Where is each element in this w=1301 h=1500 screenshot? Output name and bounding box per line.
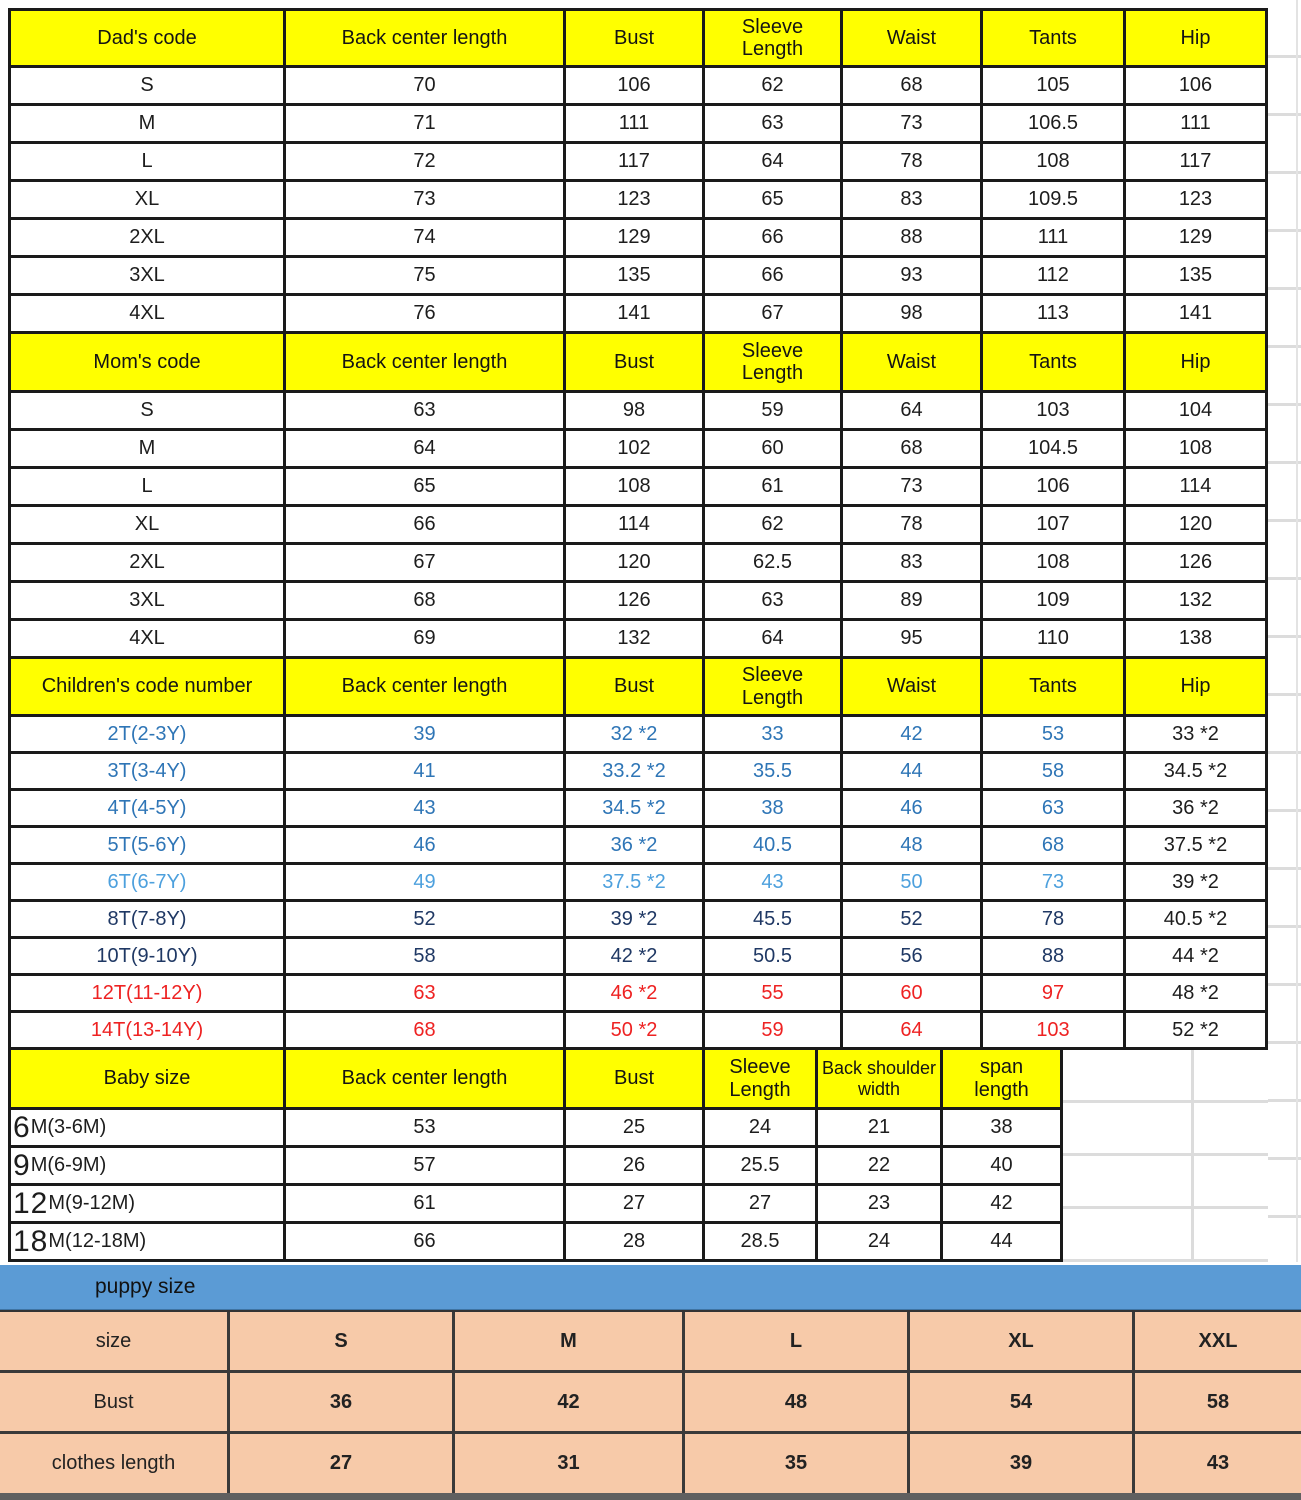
table-cell: 135 xyxy=(566,258,705,296)
table-cell: 61 xyxy=(286,1186,566,1224)
table-cell: 32 *2 xyxy=(566,717,705,754)
table-cell: 42 xyxy=(843,717,983,754)
bottom-window-edge xyxy=(0,1493,1301,1500)
table-cell: 59 xyxy=(705,393,843,431)
table-cell: 107 xyxy=(983,507,1126,545)
baby-table-empty-cells xyxy=(1063,1050,1268,1262)
size-code-cell: XL xyxy=(11,507,286,545)
table-cell: 36 *2 xyxy=(1126,791,1268,828)
table-cell: 46 *2 xyxy=(566,976,705,1013)
table-cell: 49 xyxy=(286,865,566,902)
table-cell: 39 *2 xyxy=(566,902,705,939)
puppy-size-xxl: XXL xyxy=(1135,1312,1301,1373)
table-cell: 83 xyxy=(843,182,983,220)
table-cell: 53 xyxy=(286,1110,566,1148)
table-cell: 25 xyxy=(566,1110,705,1148)
baby-size-cell xyxy=(11,1110,286,1148)
table-cell: 68 xyxy=(983,828,1126,865)
column-header-back-center-length: Back center length xyxy=(286,334,566,393)
baby-table-title: Baby size xyxy=(11,1050,286,1110)
table-cell: 50 xyxy=(843,865,983,902)
table-cell: 126 xyxy=(1126,545,1268,583)
table-cell: 103 xyxy=(983,1013,1126,1050)
column-header-sleeve-length: Sleeve Length xyxy=(705,1050,818,1110)
table-cell: 78 xyxy=(843,144,983,182)
table-cell: 89 xyxy=(843,583,983,621)
size-code-cell: S xyxy=(11,393,286,431)
table-cell: 73 xyxy=(843,469,983,507)
table-cell: 64 xyxy=(705,621,843,659)
baby-label-prefix: 18 xyxy=(13,1224,49,1258)
table-cell: 27 xyxy=(566,1186,705,1224)
puppy-header-size: size xyxy=(0,1312,230,1373)
table-cell: 110 xyxy=(983,621,1126,659)
table-cell: 141 xyxy=(1126,296,1268,334)
table-cell: 54 xyxy=(910,1373,1135,1434)
table-cell: 36 xyxy=(230,1373,455,1434)
table-cell: 43 xyxy=(705,865,843,902)
table-cell: 108 xyxy=(1126,431,1268,469)
table-cell: 42 xyxy=(943,1186,1063,1224)
size-code-cell: 12T(11-12Y) xyxy=(11,976,286,1013)
table-cell: 48 xyxy=(685,1373,910,1434)
table-cell: 71 xyxy=(286,106,566,144)
table-cell: 52 xyxy=(843,902,983,939)
table-cell: 28 xyxy=(566,1224,705,1262)
puppy-size-table xyxy=(0,1310,1301,1493)
size-code-cell: 4T(4-5Y) xyxy=(11,791,286,828)
table-cell: 65 xyxy=(705,182,843,220)
size-code-cell: 4XL xyxy=(11,296,286,334)
table-cell: 108 xyxy=(983,545,1126,583)
table-cell: 33 *2 xyxy=(1126,717,1268,754)
dads-table-title: Dad's code xyxy=(11,11,286,68)
table-cell: 24 xyxy=(818,1224,943,1262)
column-header-back-center-length: Back center length xyxy=(286,11,566,68)
table-cell: 64 xyxy=(843,393,983,431)
puppy-size-m: M xyxy=(455,1312,685,1373)
column-header-span-length: span length xyxy=(943,1050,1063,1110)
table-cell: 123 xyxy=(566,182,705,220)
table-cell: 109 xyxy=(983,583,1126,621)
table-cell: 46 xyxy=(843,791,983,828)
table-cell: 27 xyxy=(230,1434,455,1493)
column-header-tants: Tants xyxy=(983,659,1126,717)
table-cell: 132 xyxy=(566,621,705,659)
table-cell: 75 xyxy=(286,258,566,296)
column-header-hip: Hip xyxy=(1126,334,1268,393)
column-header-bust: Bust xyxy=(566,659,705,717)
table-cell: 43 xyxy=(286,791,566,828)
table-cell: 111 xyxy=(566,106,705,144)
table-cell: 108 xyxy=(983,144,1126,182)
table-cell: 38 xyxy=(705,791,843,828)
table-cell: 27 xyxy=(705,1186,818,1224)
table-cell: 60 xyxy=(705,431,843,469)
size-code-cell: 6T(6-7Y) xyxy=(11,865,286,902)
column-header-sleeve-length: Sleeve Length xyxy=(705,11,843,68)
table-cell: 50.5 xyxy=(705,939,843,976)
table-cell: 69 xyxy=(286,621,566,659)
size-code-cell: 3T(3-4Y) xyxy=(11,754,286,791)
table-cell: 98 xyxy=(843,296,983,334)
size-code-cell: 8T(7-8Y) xyxy=(11,902,286,939)
column-header-bust: Bust xyxy=(566,11,705,68)
baby-label-prefix: 6 xyxy=(13,1110,31,1144)
column-header-bust: Bust xyxy=(566,1050,705,1110)
table-cell: 60 xyxy=(843,976,983,1013)
table-cell: 64 xyxy=(705,144,843,182)
table-cell: 37.5 *2 xyxy=(566,865,705,902)
table-cell: 50 *2 xyxy=(566,1013,705,1050)
column-header-back-center-length: Back center length xyxy=(286,659,566,717)
table-cell: 112 xyxy=(983,258,1126,296)
baby-label-prefix: 12 xyxy=(13,1186,49,1220)
table-cell: 129 xyxy=(566,220,705,258)
table-cell: 104 xyxy=(1126,393,1268,431)
moms-table-title: Mom's code xyxy=(11,334,286,393)
table-cell: 58 xyxy=(983,754,1126,791)
puppy-size-l: L xyxy=(685,1312,910,1373)
baby-size-cell xyxy=(11,1148,286,1186)
table-cell: 95 xyxy=(843,621,983,659)
table-cell: 73 xyxy=(843,106,983,144)
table-cell: 114 xyxy=(1126,469,1268,507)
size-code-cell: 2XL xyxy=(11,220,286,258)
size-code-cell: L xyxy=(11,469,286,507)
table-cell: 48 xyxy=(843,828,983,865)
table-cell: 106.5 xyxy=(983,106,1126,144)
table-cell: 23 xyxy=(818,1186,943,1224)
table-cell: 109.5 xyxy=(983,182,1126,220)
table-cell: 138 xyxy=(1126,621,1268,659)
column-header-waist: Waist xyxy=(843,659,983,717)
baby-size-table xyxy=(8,1050,1063,1262)
table-cell: 98 xyxy=(566,393,705,431)
size-code-cell: 5T(5-6Y) xyxy=(11,828,286,865)
table-cell: 78 xyxy=(983,902,1126,939)
table-cell: 46 xyxy=(286,828,566,865)
childrens-size-table xyxy=(8,659,1268,1050)
table-cell: 40 xyxy=(943,1148,1063,1186)
table-cell: 93 xyxy=(843,258,983,296)
table-cell: 40.5 xyxy=(705,828,843,865)
table-cell: 111 xyxy=(983,220,1126,258)
table-cell: 120 xyxy=(566,545,705,583)
childrens-table-title: Children's code number xyxy=(11,659,286,717)
size-code-cell: XL xyxy=(11,182,286,220)
table-cell: 120 xyxy=(1126,507,1268,545)
table-cell: 102 xyxy=(566,431,705,469)
table-cell: 104.5 xyxy=(983,431,1126,469)
column-header-tants: Tants xyxy=(983,11,1126,68)
size-code-cell: 2XL xyxy=(11,545,286,583)
size-code-cell: M xyxy=(11,106,286,144)
column-header-waist: Waist xyxy=(843,11,983,68)
table-cell: 66 xyxy=(705,258,843,296)
size-code-cell: 10T(9-10Y) xyxy=(11,939,286,976)
table-cell: 58 xyxy=(1135,1373,1301,1434)
table-cell: 34.5 *2 xyxy=(1126,754,1268,791)
table-cell: 68 xyxy=(843,68,983,106)
column-header-hip: Hip xyxy=(1126,659,1268,717)
table-cell: 66 xyxy=(286,507,566,545)
table-cell: 117 xyxy=(1126,144,1268,182)
table-cell: 63 xyxy=(983,791,1126,828)
table-cell: 113 xyxy=(983,296,1126,334)
table-cell: 37.5 *2 xyxy=(1126,828,1268,865)
puppy-section-title: puppy size xyxy=(95,1275,196,1298)
table-cell: 68 xyxy=(286,1013,566,1050)
table-cell: 83 xyxy=(843,545,983,583)
table-cell: 61 xyxy=(705,469,843,507)
column-header-tants: Tants xyxy=(983,334,1126,393)
table-cell: 58 xyxy=(286,939,566,976)
table-cell: 68 xyxy=(843,431,983,469)
column-header-bust: Bust xyxy=(566,334,705,393)
table-cell: 66 xyxy=(705,220,843,258)
table-cell: 67 xyxy=(286,545,566,583)
table-cell: 88 xyxy=(843,220,983,258)
baby-label-rest: M(9-12M) xyxy=(48,1192,136,1215)
table-cell: 135 xyxy=(1126,258,1268,296)
table-cell: 70 xyxy=(286,68,566,106)
table-cell: 126 xyxy=(566,583,705,621)
table-cell: 39 xyxy=(910,1434,1135,1493)
table-cell: 76 xyxy=(286,296,566,334)
table-cell: 72 xyxy=(286,144,566,182)
column-header-back-center-length: Back center length xyxy=(286,1050,566,1110)
table-cell: 52 *2 xyxy=(1126,1013,1268,1050)
baby-size-cell xyxy=(11,1224,286,1262)
column-header-waist: Waist xyxy=(843,334,983,393)
table-cell: 41 xyxy=(286,754,566,791)
table-cell: 48 *2 xyxy=(1126,976,1268,1013)
table-cell: 53 xyxy=(983,717,1126,754)
table-cell: 33.2 *2 xyxy=(566,754,705,791)
column-header-sleeve-length: Sleeve Length xyxy=(705,334,843,393)
table-cell: 52 xyxy=(286,902,566,939)
table-cell: 63 xyxy=(286,393,566,431)
table-cell: 97 xyxy=(983,976,1126,1013)
size-code-cell: 3XL xyxy=(11,258,286,296)
dads-size-table xyxy=(8,8,1268,334)
table-cell: 132 xyxy=(1126,583,1268,621)
table-cell: 129 xyxy=(1126,220,1268,258)
table-cell: 26 xyxy=(566,1148,705,1186)
table-cell: 63 xyxy=(705,106,843,144)
table-cell: 44 xyxy=(943,1224,1063,1262)
table-cell: 55 xyxy=(705,976,843,1013)
size-code-cell: 2T(2-3Y) xyxy=(11,717,286,754)
table-cell: 57 xyxy=(286,1148,566,1186)
table-cell: 62 xyxy=(705,68,843,106)
table-cell: 64 xyxy=(843,1013,983,1050)
baby-size-cell xyxy=(11,1186,286,1224)
table-cell: 31 xyxy=(455,1434,685,1493)
table-cell: 74 xyxy=(286,220,566,258)
baby-label-prefix: 9 xyxy=(13,1148,31,1182)
size-code-cell: 14T(13-14Y) xyxy=(11,1013,286,1050)
table-cell: 44 *2 xyxy=(1126,939,1268,976)
table-cell: 62 xyxy=(705,507,843,545)
table-cell: 25.5 xyxy=(705,1148,818,1186)
size-code-cell: M xyxy=(11,431,286,469)
table-cell: 114 xyxy=(566,507,705,545)
column-header-hip: Hip xyxy=(1126,11,1268,68)
table-cell: 68 xyxy=(286,583,566,621)
spreadsheet-gridline-strip xyxy=(1268,0,1301,1262)
table-cell: 44 xyxy=(843,754,983,791)
table-cell: 42 *2 xyxy=(566,939,705,976)
table-cell: 39 *2 xyxy=(1126,865,1268,902)
moms-size-table xyxy=(8,334,1268,659)
table-cell: 38 xyxy=(943,1110,1063,1148)
table-cell: 108 xyxy=(566,469,705,507)
column-header-back-shoulder-width: Back shoulder width xyxy=(818,1050,943,1110)
table-cell: 22 xyxy=(818,1148,943,1186)
table-cell: 123 xyxy=(1126,182,1268,220)
table-cell: 34.5 *2 xyxy=(566,791,705,828)
table-cell: 117 xyxy=(566,144,705,182)
column-header-sleeve-length: Sleeve Length xyxy=(705,659,843,717)
table-cell: 103 xyxy=(983,393,1126,431)
table-cell: 24 xyxy=(705,1110,818,1148)
table-cell: 33 xyxy=(705,717,843,754)
size-code-cell: 3XL xyxy=(11,583,286,621)
table-cell: 43 xyxy=(1135,1434,1301,1493)
baby-label-rest: M(6-9M) xyxy=(30,1154,107,1177)
table-cell: 63 xyxy=(286,976,566,1013)
puppy-row-label-bust: Bust xyxy=(0,1373,230,1434)
table-cell: 56 xyxy=(843,939,983,976)
table-cell: 105 xyxy=(983,68,1126,106)
table-cell: 111 xyxy=(1126,106,1268,144)
table-cell: 63 xyxy=(705,583,843,621)
table-cell: 65 xyxy=(286,469,566,507)
table-cell: 21 xyxy=(818,1110,943,1148)
table-cell: 64 xyxy=(286,431,566,469)
size-code-cell: L xyxy=(11,144,286,182)
table-cell: 66 xyxy=(286,1224,566,1262)
table-cell: 28.5 xyxy=(705,1224,818,1262)
table-cell: 106 xyxy=(566,68,705,106)
table-cell: 67 xyxy=(705,296,843,334)
baby-label-rest: M(3-6M) xyxy=(30,1116,107,1139)
size-code-cell: S xyxy=(11,68,286,106)
table-cell: 106 xyxy=(983,469,1126,507)
table-cell: 88 xyxy=(983,939,1126,976)
table-cell: 35 xyxy=(685,1434,910,1493)
size-code-cell: 4XL xyxy=(11,621,286,659)
table-cell: 39 xyxy=(286,717,566,754)
puppy-size-section-bar xyxy=(0,1265,1301,1310)
table-cell: 35.5 xyxy=(705,754,843,791)
table-cell: 73 xyxy=(983,865,1126,902)
table-cell: 59 xyxy=(705,1013,843,1050)
table-cell: 40.5 *2 xyxy=(1126,902,1268,939)
table-cell: 73 xyxy=(286,182,566,220)
table-cell: 106 xyxy=(1126,68,1268,106)
table-cell: 78 xyxy=(843,507,983,545)
baby-label-rest: M(12-18M) xyxy=(48,1230,147,1253)
puppy-size-xl: XL xyxy=(910,1312,1135,1373)
table-cell: 45.5 xyxy=(705,902,843,939)
table-cell: 36 *2 xyxy=(566,828,705,865)
puppy-row-label-clothes-length: clothes length xyxy=(0,1434,230,1493)
table-cell: 62.5 xyxy=(705,545,843,583)
table-cell: 42 xyxy=(455,1373,685,1434)
table-cell: 141 xyxy=(566,296,705,334)
puppy-size-s: S xyxy=(230,1312,455,1373)
